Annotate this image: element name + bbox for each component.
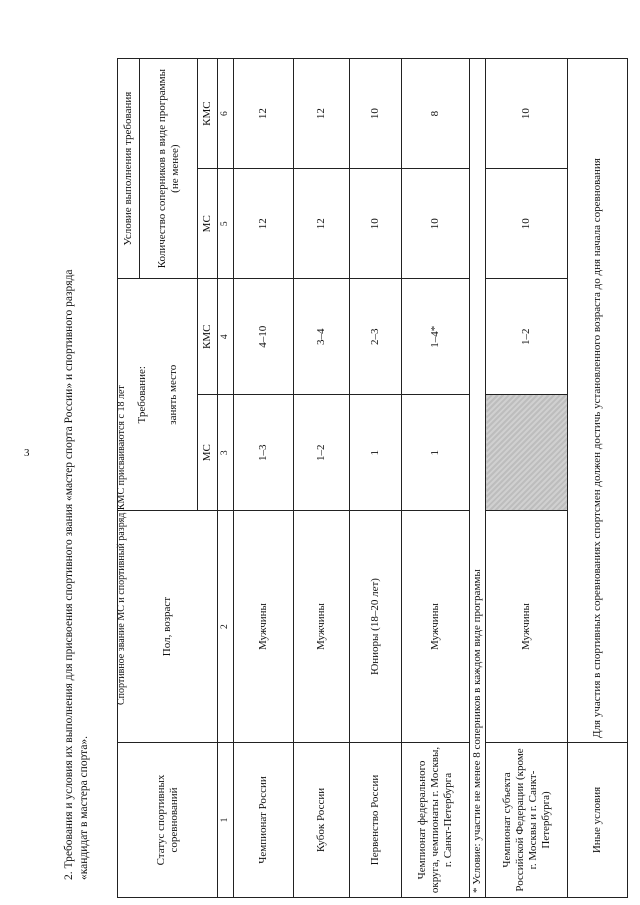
- row-gender: Мужчины: [294, 511, 350, 743]
- row-status: Кубок России: [294, 742, 350, 897]
- other-text: Для участия в спортивных соревнованиях спортсмен должен достичь установленного возраста до дня начала соревнования: [568, 59, 628, 743]
- heading-line-2: «кандидат в мастера спорта».: [78, 735, 90, 880]
- col-number: 4: [218, 279, 234, 395]
- heading-line-1: 2. Требования и условия их выполнения для присвоения спортивного звания «мастер спорта России» и спортивного разряда: [63, 269, 75, 880]
- row-kms-place: 2–3: [350, 279, 402, 395]
- other-conditions-row: [568, 59, 628, 898]
- requirement-label: Требование:: [135, 366, 148, 424]
- page-number: 3: [24, 447, 30, 459]
- row-kms-place: 1–4*: [402, 279, 470, 395]
- take-place-label: занять место: [166, 364, 179, 425]
- row-kms-opp: 10: [350, 59, 402, 169]
- row-ms-place: 1–2: [294, 395, 350, 511]
- row-ms-opp: 10: [350, 169, 402, 279]
- row-status: Чемпионат субъекта Российской Федерации (кроме г. Москвы и г. Санкт-Петербурга): [486, 742, 568, 897]
- requirements-table: [117, 58, 628, 898]
- row-kms-opp: 12: [234, 59, 294, 169]
- ms-place-header: МС: [198, 395, 218, 511]
- row-kms-place: 1–2: [486, 279, 568, 395]
- row-kms-opp: 12: [294, 59, 350, 169]
- requirements-table-wrapper: [117, 58, 603, 898]
- row-gender: Мужчины: [402, 511, 470, 743]
- row-status: Чемпионат федерального округа, чемпионаты г. Москвы, г. Санкт-Петербурга: [402, 742, 470, 897]
- table-row: [294, 59, 350, 898]
- condition-note-row: [470, 59, 486, 898]
- table-row: [402, 59, 470, 898]
- col-number: 1: [218, 742, 234, 897]
- row-gender: Мужчины: [486, 511, 568, 743]
- opponents-header: Количество соперников в виде программы (не менее): [140, 59, 198, 279]
- other-label: Иные условия: [568, 742, 628, 897]
- row-status: Чемпионат России: [234, 742, 294, 897]
- row-kms-place: 4–10: [234, 279, 294, 395]
- table-row: [486, 59, 568, 898]
- row-gender: Мужчины: [234, 511, 294, 743]
- row-ms-place: 1: [350, 395, 402, 511]
- col-number: 3: [218, 395, 234, 511]
- row-kms-opp: 8: [402, 59, 470, 169]
- table-row: [350, 59, 402, 898]
- row-ms-place: 1: [402, 395, 470, 511]
- row-kms-opp: 10: [486, 59, 568, 169]
- row-gender: Юниоры (18–20 лет): [350, 511, 402, 743]
- col-number: 6: [218, 59, 234, 169]
- row-ms-opp: 12: [294, 169, 350, 279]
- col-number: 2: [218, 511, 234, 743]
- row-ms-place: 1–3: [234, 395, 294, 511]
- condition-header: Условие выполнения требования: [118, 59, 140, 279]
- shaded-cell: [486, 395, 568, 511]
- ms-opp-header: МС: [198, 169, 218, 279]
- row-ms-opp: 12: [234, 169, 294, 279]
- row-kms-place: 3–4: [294, 279, 350, 395]
- row-ms-opp: 10: [486, 169, 568, 279]
- table-row: [234, 59, 294, 898]
- row-status: Первенство России: [350, 742, 402, 897]
- row-ms-opp: 10: [402, 169, 470, 279]
- column-numbers-row: [218, 59, 234, 898]
- age-note: Спортивное звание МС и спортивный разряд КМС присваиваются с 18 лет: [116, 385, 127, 705]
- status-header: Статус спортивных соревнований: [118, 742, 218, 897]
- condition-note: * Условие: участие не менее 8 соперников в каждом виде программы: [470, 59, 486, 898]
- gender-age-header: Пол, возраст: [118, 511, 218, 743]
- col-number: 5: [218, 169, 234, 279]
- kms-opp-header: КМС: [198, 59, 218, 169]
- requirement-header: [118, 279, 198, 511]
- kms-place-header: КМС: [198, 279, 218, 395]
- section-heading: [62, 269, 92, 880]
